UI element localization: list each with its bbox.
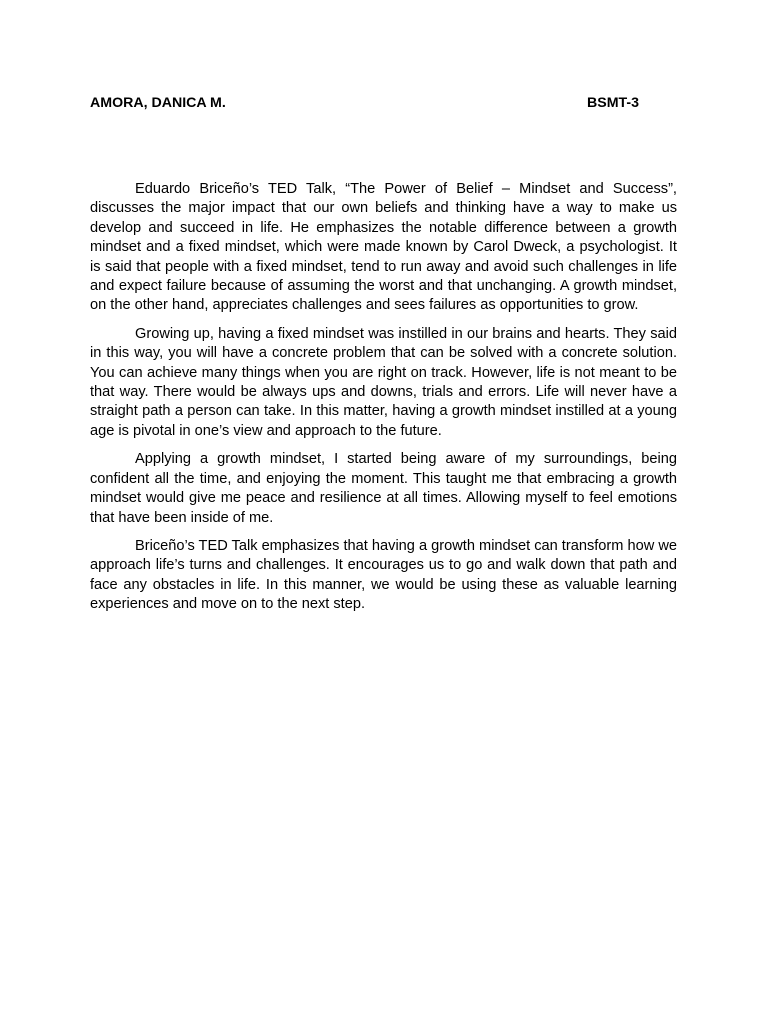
essay-body <box>90 180 677 624</box>
essay-paragraph-1: Eduardo Briceño’s TED Talk, “The Power of Belief – Mindset and Success”, discusses the major impact that our own beliefs and thinking have a way to make us develop and succeed in life. He emphasizes the notable difference between a growth mindset and a fixed mindset, which were made known by Carol Dweck, a psychologist. It is said that people with a fixed mindset, tend to run away and avoid such challenges in life and expect failure because of assuming the worst and that unchanging. A growth mindset, on the other hand, appreciates challenges and sees failures as opportunities to grow. <box>90 181 677 314</box>
essay-paragraph-2: Growing up, having a fixed mindset was instilled in our brains and hearts. They said in this way, you will have a concrete problem that can be solved with a concrete solution. You can achieve many things when you are right on track. However, life is not meant to be that way. There would be always ups and downs, trials and errors. Life will never have a straight path a person can take. In this matter, having a growth mindset instilled at a young age is pivotal in one’s view and approach to the future. <box>90 325 677 439</box>
essay-paragraph-3: Applying a growth mindset, I started being aware of my surroundings, being confident all the time, and enjoying the moment. This taught me that embracing a growth mindset would give me peace and resilience at all times. Allowing myself to feel emotions that have been inside of me. <box>90 451 677 526</box>
essay-paragraph-4: Briceño’s TED Talk emphasizes that having a growth mindset can transform how we approach life’s turns and challenges. It encourages us to go and walk down that path and face any obstacles in life. In this manner, we would be using these as valuable learning experiences and move on to the next step. <box>90 537 677 613</box>
student-name: AMORA, DANICA M. <box>90 95 226 111</box>
document-header <box>90 93 678 113</box>
student-section: BSMT-3 <box>587 95 640 111</box>
